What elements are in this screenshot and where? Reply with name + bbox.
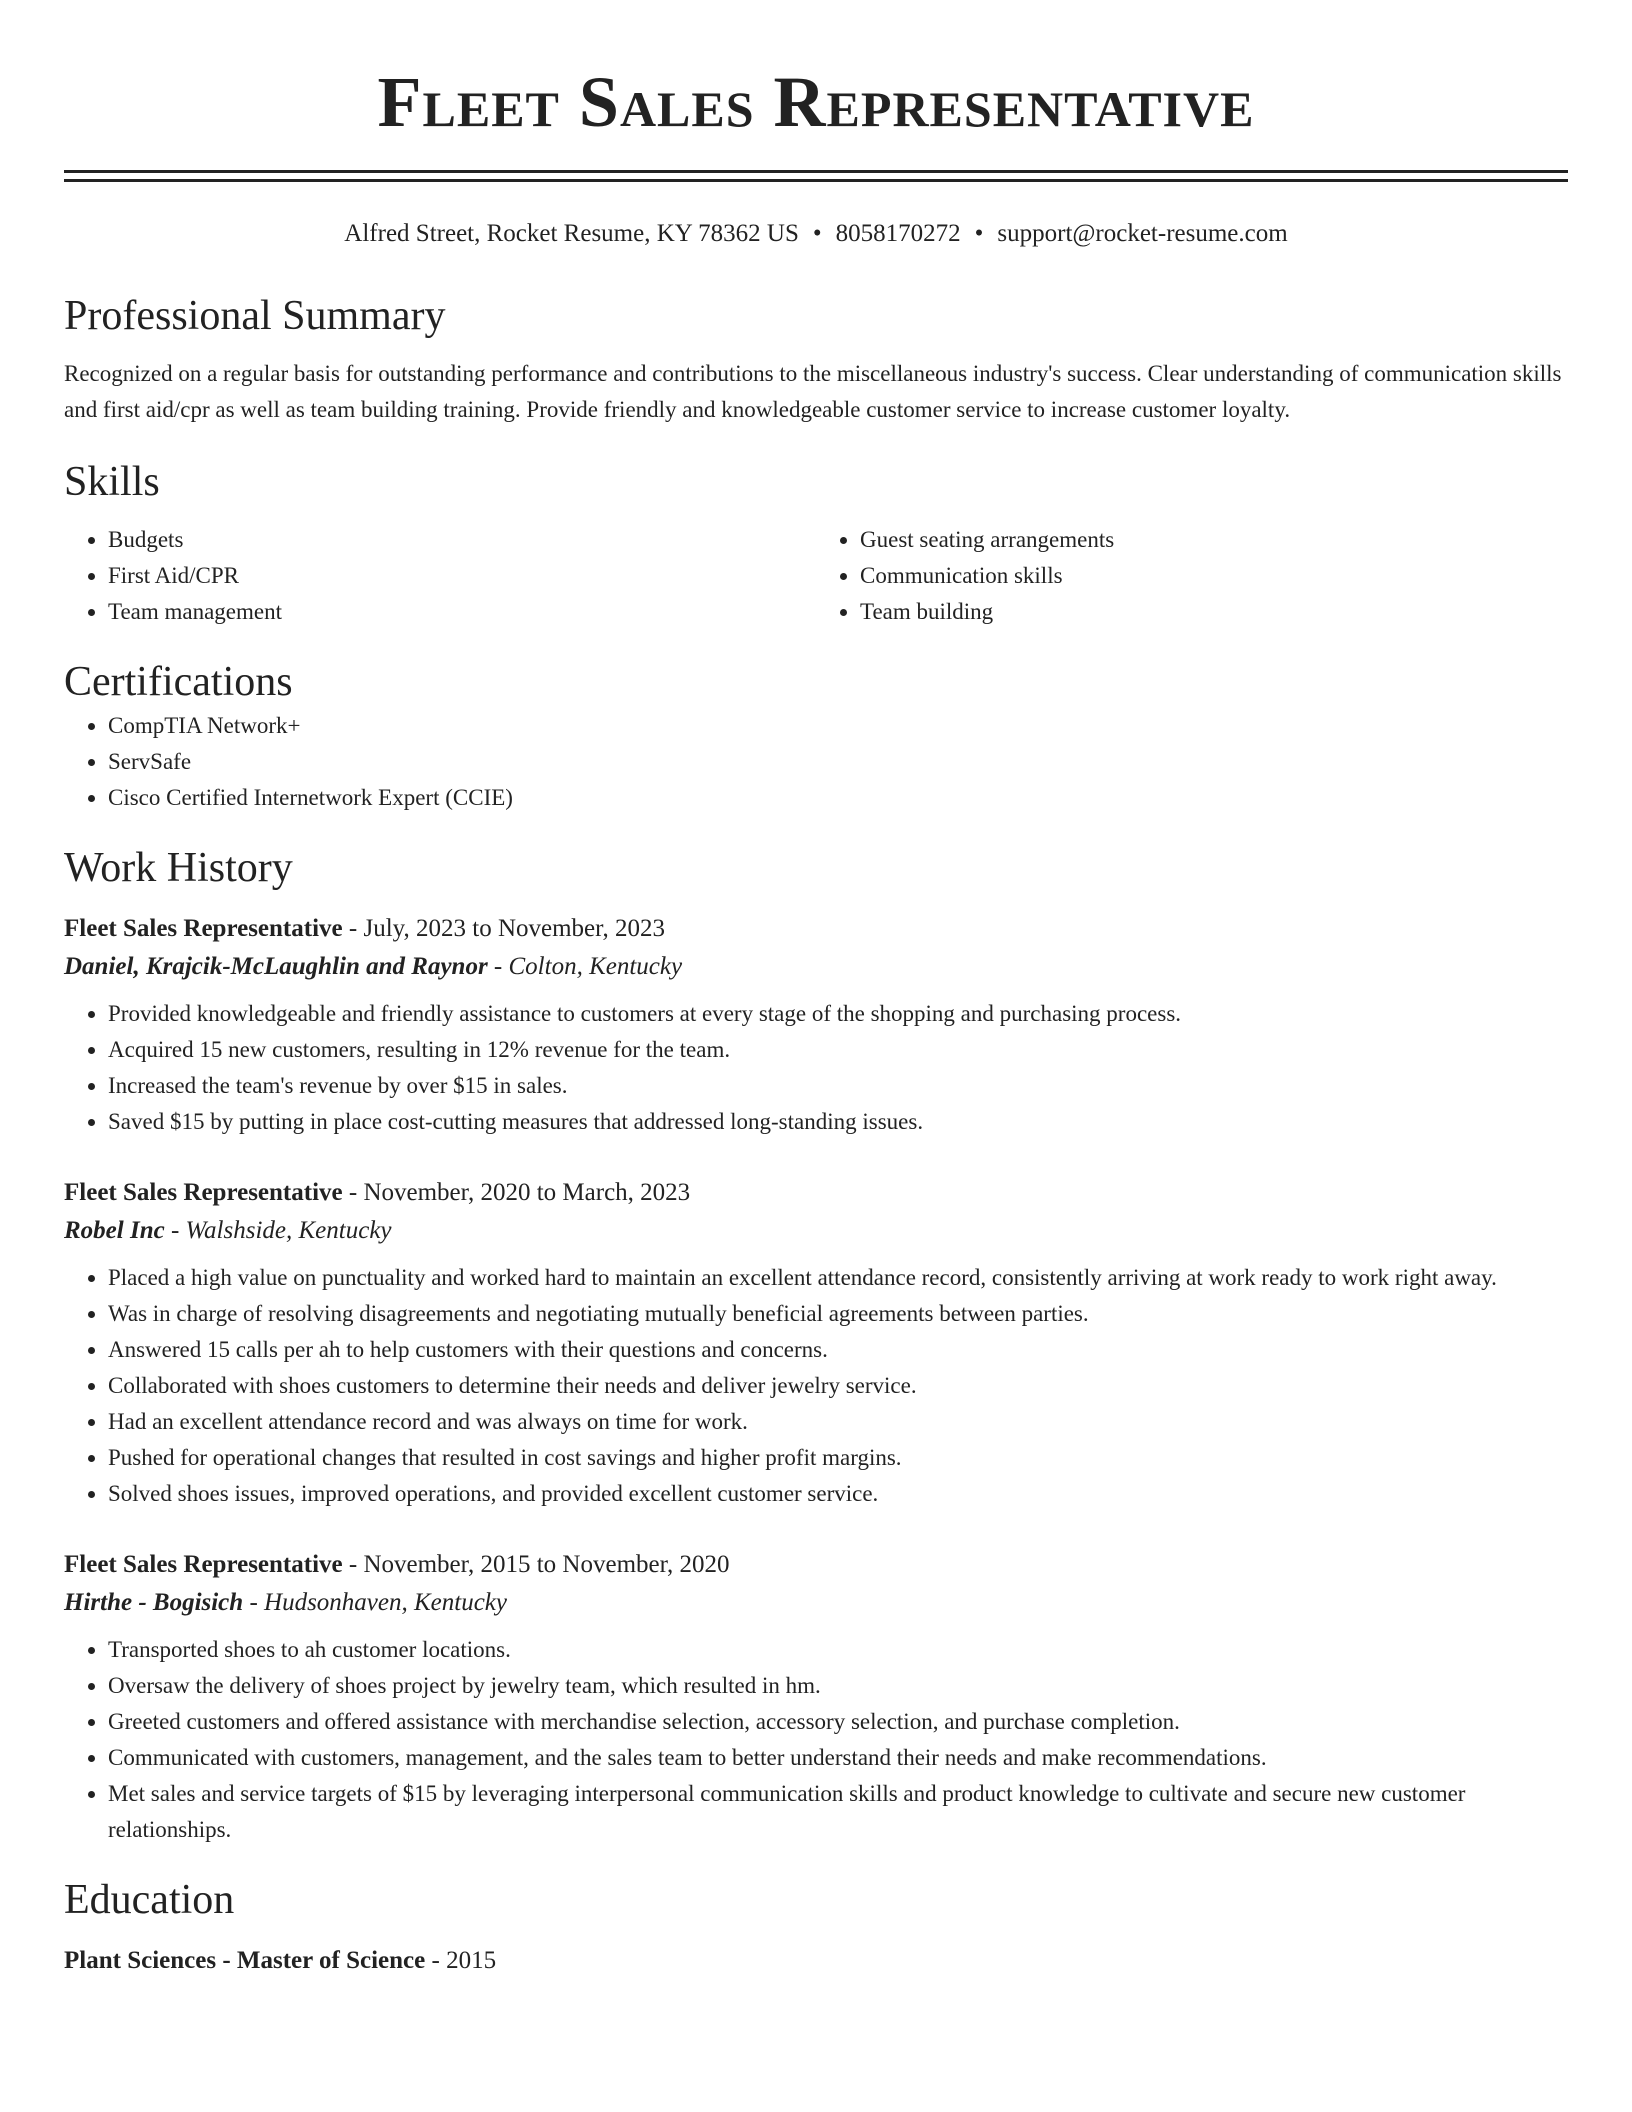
title-rule-top bbox=[64, 170, 1568, 173]
job-bullet: • Greeted customers and offered assistance with merchandise selection, accessory selection, and purchase completion. bbox=[108, 1704, 1568, 1740]
job-dates: - November, 2020 to March, 2023 bbox=[342, 1179, 691, 1206]
job-entry bbox=[64, 910, 1568, 1140]
job-bullet: • Transported shoes to ah customer locations. bbox=[108, 1632, 1568, 1668]
education-heading: Education bbox=[64, 1877, 235, 1923]
job-bullets bbox=[64, 1260, 1568, 1512]
job-bullet: • Met sales and service targets of $15 by leveraging interpersonal communication skills and product knowledge to cultivate and secure new customer relationships. bbox=[108, 1776, 1568, 1848]
certifications-heading: Certifications bbox=[64, 659, 293, 705]
certification-item: • ServSafe bbox=[108, 744, 1568, 780]
contact-line bbox=[64, 218, 1568, 250]
certification-item: • Cisco Certified Internetwork Expert (CCIE) bbox=[108, 780, 1568, 816]
education-year: - 2015 bbox=[425, 1947, 497, 1974]
skills-heading: Skills bbox=[64, 459, 160, 505]
contact-separator: • bbox=[812, 220, 822, 247]
job-bullet: • Oversaw the delivery of shoes project by jewelry team, which resulted in hm. bbox=[108, 1668, 1568, 1704]
resume-title: Fleet Sales Representative bbox=[377, 62, 1255, 142]
job-title: Fleet Sales Representative bbox=[64, 1551, 343, 1578]
contact-phone: 8058170272 bbox=[835, 220, 961, 247]
education-section bbox=[64, 1874, 1568, 1980]
job-title: Fleet Sales Representative bbox=[64, 1179, 343, 1206]
certifications-section bbox=[64, 656, 1568, 816]
skills-section bbox=[64, 456, 1568, 630]
contact-separator: • bbox=[974, 220, 984, 247]
summary-text: Recognized on a regular basis for outstanding performance and contributions to the miscellaneous industry's success. Clear understanding of communication skills and first aid/cpr as well as team building training. Provide friendly and knowledgeable customer service to increase customer loyalty. bbox=[64, 361, 1562, 422]
job-title: Fleet Sales Representative bbox=[64, 915, 343, 942]
job-bullet: • Had an excellent attendance record and was always on time for work. bbox=[108, 1404, 1568, 1440]
job-company: Robel Inc bbox=[64, 1217, 165, 1244]
work-history-section bbox=[64, 842, 1568, 1848]
skill-item: • First Aid/CPR bbox=[108, 558, 816, 594]
contact-address: Alfred Street, Rocket Resume, KY 78362 US bbox=[344, 220, 799, 247]
title-rule-bottom bbox=[64, 179, 1568, 182]
job-bullets bbox=[64, 1632, 1568, 1848]
education-entry bbox=[64, 1942, 1568, 1980]
job-dates: - November, 2015 to November, 2020 bbox=[342, 1551, 730, 1578]
job-bullet: • Collaborated with shoes customers to determine their needs and deliver jewelry service. bbox=[108, 1368, 1568, 1404]
job-location: - Colton, Kentucky bbox=[487, 953, 683, 980]
job-company-line bbox=[64, 1212, 1568, 1250]
job-bullet: • Solved shoes issues, improved operations, and provided excellent customer service. bbox=[108, 1476, 1568, 1512]
skill-item: • Budgets bbox=[108, 522, 816, 558]
job-bullets bbox=[64, 996, 1568, 1140]
job-bullet: • Increased the team's revenue by over $15 in sales. bbox=[108, 1068, 1568, 1104]
certifications-list bbox=[64, 708, 1568, 816]
job-bullet: • Answered 15 calls per ah to help customers with their questions and concerns. bbox=[108, 1332, 1568, 1368]
skill-item: • Guest seating arrangements bbox=[860, 522, 1568, 558]
skill-item: • Communication skills bbox=[860, 558, 1568, 594]
job-company-line bbox=[64, 1584, 1568, 1622]
job-location: - Hudsonhaven, Kentucky bbox=[243, 1589, 507, 1616]
job-company: Daniel, Krajcik-McLaughlin and Raynor bbox=[64, 953, 488, 980]
skills-list-right bbox=[816, 522, 1568, 630]
job-title-line bbox=[64, 1174, 1568, 1212]
job-title-line bbox=[64, 1546, 1568, 1584]
work-history-heading: Work History bbox=[64, 845, 293, 891]
contact-email: support@rocket-resume.com bbox=[997, 220, 1288, 247]
job-bullet: • Pushed for operational changes that resulted in cost savings and higher profit margins. bbox=[108, 1440, 1568, 1476]
job-location: - Walshside, Kentucky bbox=[164, 1217, 392, 1244]
skills-grid bbox=[64, 522, 1568, 630]
education-degree: Plant Sciences - Master of Science bbox=[64, 1947, 426, 1974]
summary-section bbox=[64, 290, 1568, 428]
job-bullet: • Was in charge of resolving disagreements and negotiating mutually beneficial agreements between parties. bbox=[108, 1296, 1568, 1332]
skill-item: • Team building bbox=[860, 594, 1568, 630]
skills-list-left bbox=[64, 522, 816, 630]
job-bullet: • Provided knowledgeable and friendly assistance to customers at every stage of the shopping and purchasing process. bbox=[108, 996, 1568, 1032]
summary-heading: Professional Summary bbox=[64, 293, 446, 339]
certification-item: • CompTIA Network+ bbox=[108, 708, 1568, 744]
job-bullet: • Saved $15 by putting in place cost-cutting measures that addressed long-standing issues. bbox=[108, 1104, 1568, 1140]
skill-item: • Team management bbox=[108, 594, 816, 630]
job-bullet: • Placed a high value on punctuality and worked hard to maintain an excellent attendance record, consistently arriving at work ready to work right away. bbox=[108, 1260, 1568, 1296]
job-dates: - July, 2023 to November, 2023 bbox=[342, 915, 665, 942]
job-entry bbox=[64, 1546, 1568, 1848]
job-company-line bbox=[64, 948, 1568, 986]
job-entry bbox=[64, 1174, 1568, 1512]
job-company: Hirthe - Bogisich bbox=[64, 1589, 244, 1616]
job-title-line bbox=[64, 910, 1568, 948]
job-bullet: • Communicated with customers, management, and the sales team to better understand their needs and make recommendations. bbox=[108, 1740, 1568, 1776]
job-bullet: • Acquired 15 new customers, resulting in 12% revenue for the team. bbox=[108, 1032, 1568, 1068]
